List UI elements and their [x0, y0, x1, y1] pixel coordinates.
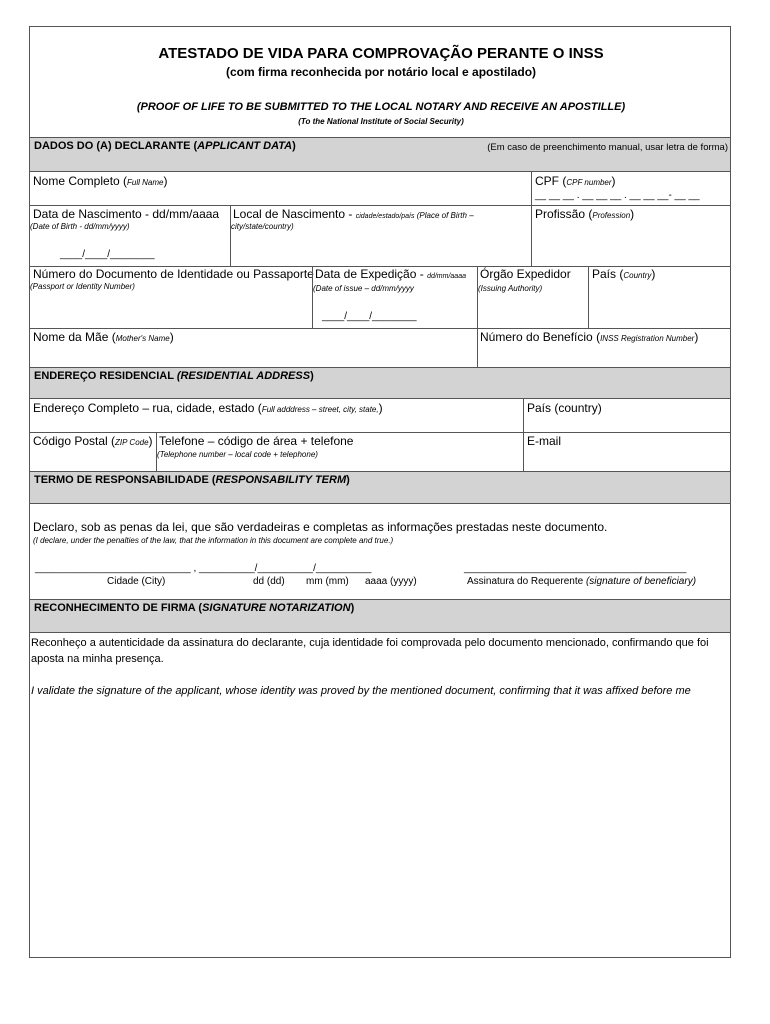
phone-english-label: (Telephone number – local code + telephone)	[157, 450, 318, 459]
issue-date-label: Data de Expedição - dd/mm/aaaa	[315, 267, 466, 281]
notary-section-header	[30, 599, 730, 633]
document-number-english-label: (Passport or Identity Number)	[30, 282, 135, 291]
zip-code-label: Código Postal (ZIP Code)	[33, 434, 153, 448]
dob-field[interactable]: ____/____/________	[60, 249, 155, 260]
document-number-label: Número do Documento de Identidade ou Passaporte	[33, 267, 314, 281]
dd-caption: dd (dd)	[253, 576, 285, 587]
cpf-field[interactable]: __ __ __ . __ __ __ . __ __ __- __ __	[535, 190, 700, 201]
issuer-label: Órgão Expedidor	[480, 267, 571, 281]
pob-english-label: city/state/country)	[231, 222, 294, 231]
declaration-english-text: (I declare, under the penalties of the law, that the information in this document are complete and true.)	[33, 536, 394, 545]
profession-label: Profissão (Profession)	[535, 207, 635, 221]
declaration-text: Declaro, sob as penas da lei, que são verdadeiras e completas as informações prestadas neste documento.	[33, 520, 608, 534]
phone-label: Telefone – código de área + telefone	[159, 434, 354, 448]
form-english-title: (PROOF OF LIFE TO BE SUBMITTED TO THE LOCAL NOTARY AND RECEIVE AN APOSTILLE)	[136, 101, 626, 113]
cpf-label: CPF (CPF number)	[535, 174, 616, 188]
applicant-section-title: DADOS DO (A) DECLARANTE (APPLICANT DATA)	[34, 140, 296, 152]
signature-caption: Assinatura do Requerente (signature of beneficiary)	[467, 576, 697, 587]
form-english-subtitle: (To the National Institute of Social Security)	[298, 117, 464, 126]
notary-section-title: RECONHECIMENTO DE FIRMA (SIGNATURE NOTARIZATION)	[34, 602, 355, 614]
issue-date-field[interactable]: ____/____/________	[322, 311, 417, 322]
mm-caption: mm (mm)	[306, 576, 349, 587]
mother-name-label: Nome da Mãe (Mother's Name)	[33, 330, 174, 344]
city-date-field[interactable]: ____________________________ , __________/__________/__________	[35, 563, 372, 574]
term-section-header	[30, 471, 730, 504]
address-section-header	[30, 367, 730, 399]
form-subtitle: (com firma reconhecida por notário local e apostilado)	[225, 65, 537, 79]
manual-fill-note: (Em caso de preenchimento manual, usar letra de forma)	[487, 142, 728, 153]
pob-label: Local de Nascimento - cidade/estado/país (Place of Birth –	[233, 207, 474, 221]
country-label: País (Country)	[592, 267, 656, 281]
term-section-title: TERMO DE RESPONSABILIDADE (RESPONSABILITY TERM)	[34, 474, 350, 486]
address-section-title: ENDEREÇO RESIDENCIAL (RESIDENTIAL ADDRESS)	[34, 370, 314, 382]
form-title: ATESTADO DE VIDA PARA COMPROVAÇÃO PERANTE O INSS	[158, 45, 604, 62]
address-country-label: País (country)	[527, 401, 602, 415]
signature-field[interactable]: ________________________________________	[464, 563, 687, 574]
full-name-label: Nome Completo (Full Name)	[33, 174, 168, 188]
dob-english-label: (Date of Birth - dd/mm/yyyy)	[30, 222, 130, 231]
benefit-number-label: Número do Benefício (INSS Registration Number)	[480, 330, 699, 344]
issuer-english-label: (Issuing Authority)	[478, 284, 543, 293]
email-label: E-mail	[527, 434, 562, 448]
yyyy-caption: aaaa (yyyy)	[365, 576, 417, 587]
notary-text-pt: Reconheço a autenticidade da assinatura do declarante, cuja identidade foi comprovada pelo documento mencionado, confirmando que foi aposta na minha presença.	[31, 637, 709, 665]
dob-label: Data de Nascimento - dd/mm/aaaa	[33, 207, 220, 221]
notary-text-en: I validate the signature of the applicant, whose identity was proved by the mentioned document, confirming that it was affixed before me	[31, 685, 691, 697]
proof-of-life-form	[29, 26, 731, 958]
applicant-section-header	[30, 137, 730, 172]
city-caption: Cidade (City)	[107, 576, 166, 587]
issue-date-english-label: (Date of issue – dd/mm/yyyy	[313, 284, 414, 293]
full-address-label: Endereço Completo – rua, cidade, estado (Full adddress – street, city, state,)	[33, 401, 383, 415]
